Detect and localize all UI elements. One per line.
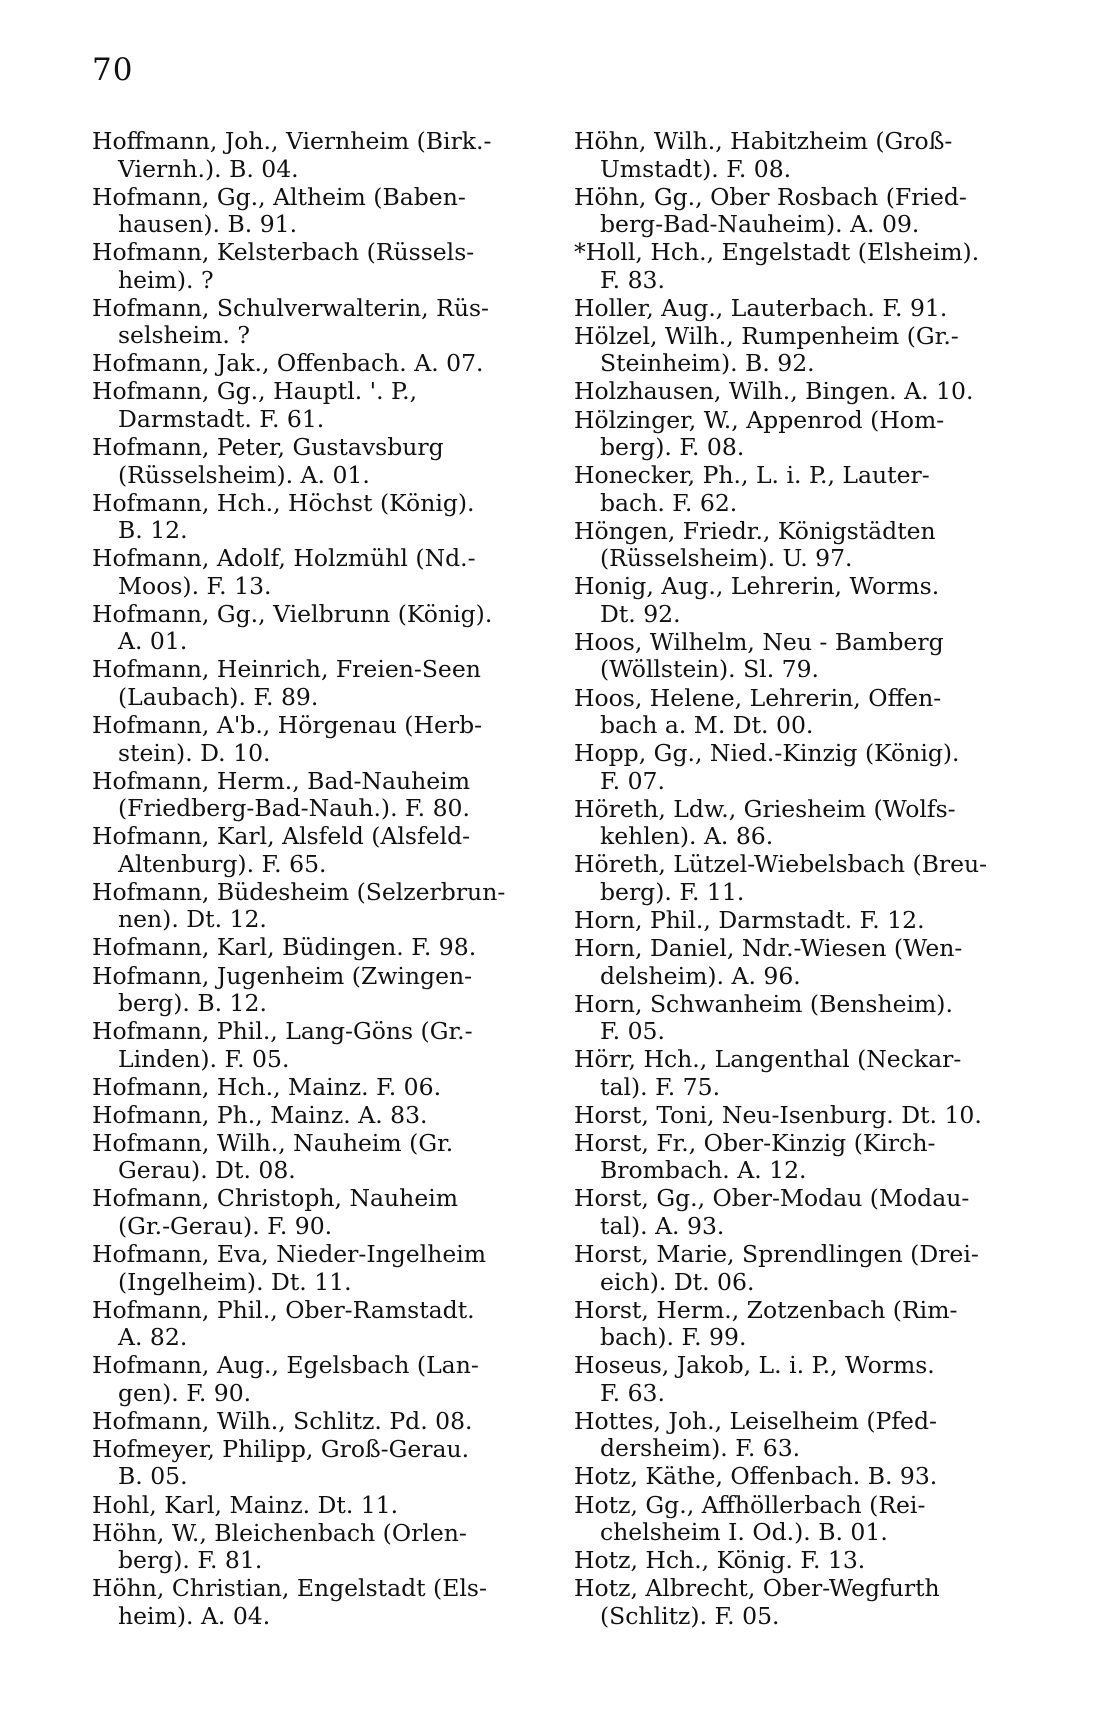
entry-continuation-line: chelsheim I. Od.). B. 01.: [600, 1518, 888, 1547]
entry-continuation-line: Darmstadt. F. 61.: [118, 404, 325, 433]
entry-line: Horst, Herm., Zotzenbach (Rim-: [574, 1295, 958, 1324]
entry-line: Hofmann, Gg., Altheim (Baben-: [92, 182, 466, 211]
directory-entry: [92, 1575, 512, 1630]
entry-line: Hoos, Wilhelm, Neu - Bamberg: [574, 627, 944, 656]
entry-line: Hofmann, Ph., Mainz. A. 83.: [92, 1100, 428, 1129]
directory-entry: [92, 490, 512, 545]
directory-entry: [92, 1241, 512, 1296]
directory-entry: [574, 295, 994, 323]
entry-continuation-line: kehlen). A. 86.: [600, 822, 774, 851]
entry-line: Hoffmann, Joh., Viernheim (Birk.-: [92, 127, 492, 155]
directory-entry: [92, 1408, 512, 1436]
directory-entry: [574, 1046, 994, 1101]
entry-line: Hofmann, Aug., Egelsbach (Lan-: [92, 1351, 479, 1380]
entry-continuation-line: Linden). F. 05.: [118, 1044, 290, 1073]
entry-line: Höhn, Gg., Ober Rosbach (Fried-: [574, 182, 967, 211]
entry-continuation-line: F. 63.: [600, 1378, 665, 1407]
directory-entry: [574, 1352, 994, 1407]
entry-line: Hofmeyer, Philipp, Groß-Gerau.: [92, 1434, 470, 1463]
directory-entry: [92, 1018, 512, 1073]
entry-line: Hopp, Gg., Nied.-Kinzig (König).: [574, 739, 960, 768]
entry-line: Hofmann, Wilh., Schlitz. Pd. 08.: [92, 1406, 473, 1435]
entry-line: Hofmann, Jugenheim (Zwingen-: [92, 961, 473, 990]
entry-continuation-line: nen). Dt. 12.: [118, 905, 267, 934]
entry-line: Honig, Aug., Lehrerin, Worms.: [574, 572, 940, 601]
entry-continuation-line: gen). F. 90.: [118, 1378, 252, 1407]
directory-entry: [92, 1436, 512, 1491]
entry-line: Hofmann, Karl, Büdingen. F. 98.: [92, 933, 477, 962]
entry-continuation-line: berg). F. 81.: [118, 1546, 263, 1575]
directory-entry: [574, 851, 994, 906]
page-number: 70: [92, 52, 134, 88]
directory-entry: [574, 518, 994, 573]
entry-line: Höhn, W., Bleichenbach (Orlen-: [92, 1518, 467, 1547]
entry-continuation-line: berg). F. 11.: [600, 877, 745, 906]
entry-continuation-line: eich). Dt. 06.: [600, 1267, 755, 1296]
directory-entry: [574, 991, 994, 1046]
entry-continuation-line: bach a. M. Dt. 00.: [600, 711, 814, 740]
entry-line: Hofmann, A'b., Hörgenau (Herb-: [92, 711, 483, 740]
entry-continuation-line: berg). B. 12.: [118, 989, 267, 1017]
directory-entry: [574, 629, 994, 684]
right-column: [574, 128, 994, 1631]
entry-line: *Holl, Hch., Engelstadt (Elsheim).: [574, 238, 980, 267]
entry-line: Hofmann, Gg., Hauptl. '. P.,: [92, 377, 418, 406]
directory-entry: [92, 1185, 512, 1240]
entry-continuation-line: bach). F. 99.: [600, 1323, 747, 1352]
directory-entry: [92, 879, 512, 934]
entry-continuation-line: (Ingelheim). Dt. 11.: [118, 1267, 352, 1296]
directory-entry: [92, 1492, 512, 1520]
entry-line: Hofmann, Christoph, Nauheim: [92, 1184, 459, 1213]
entry-line: Höreth, Lützel-Wiebelsbach (Breu-: [574, 850, 988, 879]
entry-line: Hofmann, Gg., Vielbrunn (König).: [92, 599, 493, 628]
entry-continuation-line: stein). D. 10.: [118, 738, 271, 767]
entry-line: Höhn, Christian, Engelstadt (Els-: [92, 1574, 487, 1603]
entry-line: Hotz, Hch., König. F. 13.: [574, 1546, 866, 1575]
directory-entry: [574, 573, 994, 628]
entry-line: Hofmann, Jak., Offenbach. A. 07.: [92, 349, 484, 378]
entry-line: Hotz, Albrecht, Ober-Wegfurth: [574, 1574, 940, 1603]
directory-entry: [92, 601, 512, 656]
directory-entry: [574, 1241, 994, 1296]
entry-line: Höhn, Wilh., Habitzheim (Groß-: [574, 127, 953, 155]
entry-continuation-line: Gerau). Dt. 08.: [118, 1156, 296, 1185]
entry-line: Hofmann, Karl, Alsfeld (Alsfeld-: [92, 822, 471, 851]
directory-entry: [92, 545, 512, 600]
entry-continuation-line: Steinheim). B. 92.: [600, 349, 815, 378]
entry-continuation-line: Umstadt). F. 08.: [600, 154, 792, 183]
entry-line: Hotz, Gg., Affhöllerbach (Rei-: [574, 1490, 926, 1519]
entry-continuation-line: berg). F. 08.: [600, 433, 745, 462]
entry-line: Holler, Aug., Lauterbach. F. 91.: [574, 293, 948, 322]
left-column: [92, 128, 512, 1631]
directory-entry: [92, 656, 512, 711]
entry-line: Hofmann, Büdesheim (Selzerbrun-: [92, 877, 506, 906]
directory-entry: [574, 1408, 994, 1463]
entry-continuation-line: Altenburg). F. 65.: [118, 849, 327, 878]
directory-entry: [574, 323, 994, 378]
entry-continuation-line: selsheim. ?: [118, 321, 250, 350]
entry-line: Horn, Schwanheim (Bensheim).: [574, 989, 953, 1018]
entry-continuation-line: B. 05.: [118, 1462, 188, 1491]
directory-entry: [574, 1297, 994, 1352]
entry-line: Horst, Toni, Neu-Isenburg. Dt. 10.: [574, 1100, 982, 1129]
entry-continuation-line: (Friedberg-Bad-Nauh.). F. 80.: [118, 794, 470, 823]
entry-continuation-line: berg-Bad-Nauheim). A. 09.: [600, 210, 920, 239]
directory-entry: [574, 128, 994, 183]
entry-line: Horn, Daniel, Ndr.-Wiesen (Wen-: [574, 934, 963, 962]
entry-continuation-line: (Wöllstein). Sl. 79.: [600, 655, 820, 684]
directory-entry: [92, 823, 512, 878]
entry-continuation-line: Dt. 92.: [600, 599, 681, 628]
directory-entry: [92, 1352, 512, 1407]
entry-line: Hofmann, Hch., Mainz. F. 06.: [92, 1072, 442, 1101]
entry-continuation-line: (Rüsselsheim). A. 01.: [118, 460, 370, 489]
entry-continuation-line: F. 83.: [600, 265, 665, 294]
entry-line: Hofmann, Phil., Lang-Göns (Gr.-: [92, 1017, 473, 1046]
entry-line: Hölzel, Wilh., Rumpenheim (Gr.-: [574, 321, 959, 350]
directory-entry: [92, 712, 512, 767]
directory-entry: [92, 963, 512, 1018]
entry-line: Hofmann, Eva, Nieder-Ingelheim: [92, 1240, 487, 1269]
entry-line: Hoos, Helene, Lehrerin, Offen-: [574, 683, 942, 712]
directory-entry: [574, 907, 994, 935]
entry-line: Höreth, Ldw., Griesheim (Wolfs-: [574, 794, 956, 823]
directory-entry: [574, 1463, 994, 1491]
entry-line: Hofmann, Hch., Höchst (König).: [92, 488, 475, 517]
entry-line: Hofmann, Herm., Bad-Nauheim: [92, 766, 470, 795]
entry-continuation-line: tal). F. 75.: [600, 1072, 721, 1101]
entry-continuation-line: dersheim). F. 63.: [600, 1434, 801, 1463]
entry-continuation-line: Brombach. A. 12.: [600, 1156, 807, 1185]
entry-line: Horst, Marie, Sprendlingen (Drei-: [574, 1240, 979, 1269]
directory-entry: [92, 768, 512, 823]
entry-line: Hofmann, Heinrich, Freien-Seen: [92, 655, 481, 684]
entry-continuation-line: tal). A. 93.: [600, 1211, 725, 1240]
entry-continuation-line: Moos). F. 13.: [118, 571, 272, 600]
entry-continuation-line: (Rüsselsheim). U. 97.: [600, 544, 853, 573]
directory-entry: [92, 1074, 512, 1102]
directory-entry: [574, 1185, 994, 1240]
directory-entry: [574, 685, 994, 740]
entry-continuation-line: F. 05.: [600, 1017, 665, 1046]
entry-continuation-line: hausen). B. 91.: [118, 210, 298, 239]
entry-line: Horst, Fr., Ober-Kinzig (Kirch-: [574, 1128, 936, 1157]
entry-line: Hofmann, Kelsterbach (Rüssels-: [92, 238, 475, 267]
directory-entry: [92, 1520, 512, 1575]
entry-line: Hofmann, Adolf, Holzmühl (Nd.-: [92, 544, 476, 573]
directory-entry: [92, 295, 512, 350]
directory-entry: [574, 184, 994, 239]
directory-entry: [574, 407, 994, 462]
directory-entry: [574, 1575, 994, 1630]
directory-entry: [92, 1130, 512, 1185]
entry-continuation-line: heim). A. 04.: [118, 1601, 271, 1630]
directory-entry: [574, 796, 994, 851]
directory-entry: [92, 239, 512, 294]
directory-entry: [92, 378, 512, 433]
directory-entry: [92, 184, 512, 239]
directory-entry: [92, 350, 512, 378]
entry-continuation-line: (Schlitz). F. 05.: [600, 1601, 780, 1630]
entry-continuation-line: (Gr.-Gerau). F. 90.: [118, 1211, 333, 1240]
directory-entry: [574, 1492, 994, 1547]
entry-line: Horst, Gg., Ober-Modau (Modau-: [574, 1184, 970, 1213]
directory-entry: [574, 1547, 994, 1575]
entry-line: Hofmann, Wilh., Nauheim (Gr.: [92, 1128, 454, 1157]
directory-entry: [92, 1102, 512, 1130]
entry-continuation-line: (Laubach). F. 89.: [118, 682, 319, 711]
directory-entry: [574, 740, 994, 795]
entry-line: Hottes, Joh., Leiselheim (Pfed-: [574, 1406, 937, 1435]
entry-continuation-line: bach. F. 62.: [600, 488, 738, 517]
entry-line: Hohl, Karl, Mainz. Dt. 11.: [92, 1490, 399, 1519]
directory-entry: [574, 935, 994, 990]
directory-entry: [574, 462, 994, 517]
directory-entry: [574, 239, 994, 294]
entry-line: Holzhausen, Wilh., Bingen. A. 10.: [574, 377, 974, 406]
entry-line: Honecker, Ph., L. i. P., Lauter-: [574, 461, 930, 490]
entry-continuation-line: heim). ?: [118, 265, 214, 294]
entry-continuation-line: B. 12.: [118, 516, 188, 545]
directory-entry: [574, 1130, 994, 1185]
directory-entry: [92, 434, 512, 489]
entry-continuation-line: A. 01.: [118, 627, 188, 656]
directory-entry: [92, 128, 512, 183]
entry-continuation-line: Viernh.). B. 04.: [118, 154, 299, 183]
entry-line: Hofmann, Schulverwalterin, Rüs-: [92, 293, 489, 322]
entry-line: Hofmann, Phil., Ober-Ramstadt.: [92, 1295, 475, 1324]
entry-line: Hofmann, Peter, Gustavsburg: [92, 433, 444, 462]
entry-continuation-line: A. 82.: [118, 1323, 188, 1352]
directory-entry: [574, 1102, 994, 1130]
entry-continuation-line: delsheim). A. 96.: [600, 961, 801, 990]
directory-entry: [92, 934, 512, 962]
directory-entry: [574, 378, 994, 406]
entry-line: Hotz, Käthe, Offenbach. B. 93.: [574, 1462, 938, 1491]
entry-line: Horn, Phil., Darmstadt. F. 12.: [574, 905, 925, 934]
entry-line: Hölzinger, W., Appenrod (Hom-: [574, 405, 945, 434]
directory-entry: [92, 1297, 512, 1352]
entry-line: Hörr, Hch., Langenthal (Neckar-: [574, 1045, 962, 1074]
entry-line: Höngen, Friedr., Königstädten: [574, 516, 936, 545]
entry-line: Hoseus, Jakob, L. i. P., Worms.: [574, 1351, 935, 1380]
entry-continuation-line: F. 07.: [600, 766, 665, 795]
